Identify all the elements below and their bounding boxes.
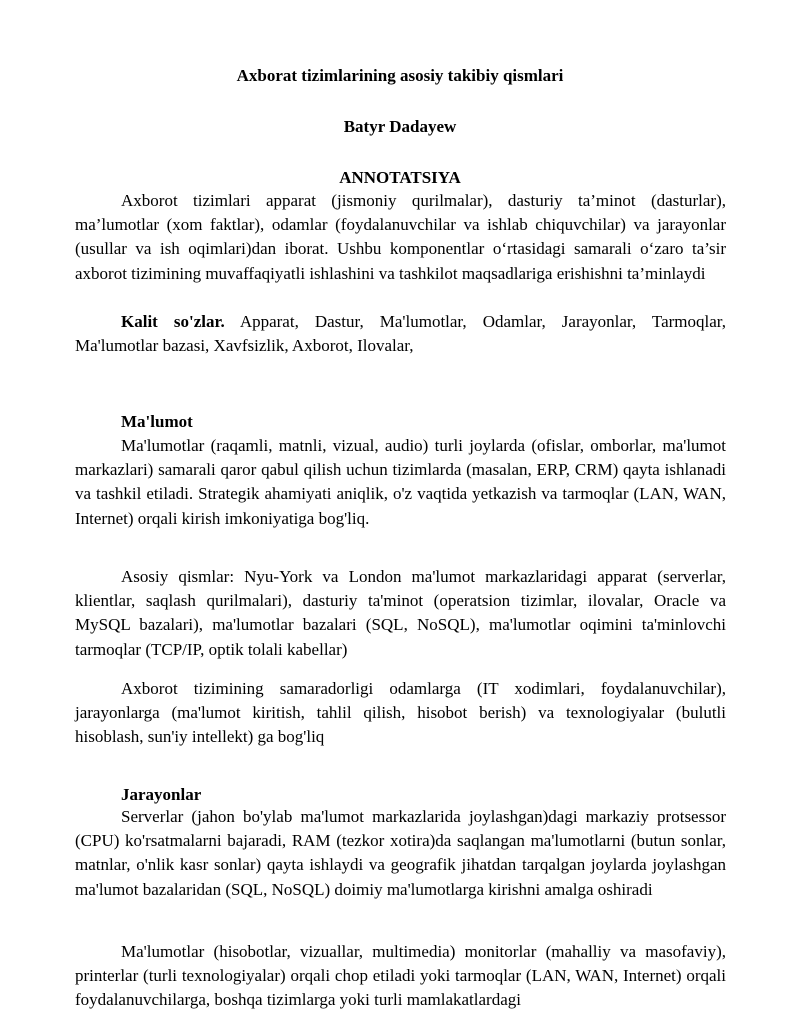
keywords-paragraph	[75, 310, 726, 358]
section1-paragraph: Asosiy qismlar: Nyu-York va London ma'lumot markazlaridagi apparat (serverlar, klientlar, saqlash qurilmalari), dasturiy ta'minot (operatsion tizimlar, ilovalar, Oracle va MySQL bazalari), ma'lumotlar bazalari (SQL, NoSQL), ma'lumotlar oqimini ta'minlovchi tarmoqlar (TCP/IP, optik tolali kabellar)	[75, 567, 726, 659]
annotation-heading: ANNOTATSIYA	[339, 168, 461, 187]
annotation-paragraph: Axborot tizimlari apparat (jismoniy qurilmalar), dasturiy ta’minot (dasturlar), ma’lumotlar (xom faktlar), odamlar (foydalanuvchilar va ishlab chiquvchilar) va jarayonlar (usullar va ish oqimlari)dan iborat. Ushbu komponentlar o‘rtasidagi samarali o‘zaro ta’sir axborot tizimining muvaffaqiyatli ishlashini va tashkilot maqsadlariga erishishni ta’minlaydi	[75, 191, 726, 283]
section1-paragraph: Ma'lumotlar (raqamli, matnli, vizual, audio) turli joylarda (ofislar, omborlar, ma'lumot markazlari) samarali qaror qabul qilish uchun tizimlarda (masalan, ERP, CRM) qayta ishlanadi va tashkil etiladi. Strategik ahamiyati aniqlik, o'z vaqtida yetkazish va tarmoqlar (LAN, WAN, Internet) orqali kirish imkoniyatiga bog'liq.	[75, 436, 726, 528]
section1-paragraph: Axborot tizimining samaradorligi odamlarga (IT xodimlari, foydalanuvchilar), jarayonlarga (ma'lumot kiritish, tahlil qilish, hisobot berish) va texnologiyalar (bulutli hisoblash, sun'iy intellekt) ga bog'liq	[75, 679, 726, 747]
author-name: Batyr Dadayew	[343, 117, 457, 136]
section-heading-malumot: Ma'lumot	[121, 412, 193, 431]
keywords-label: Kalit so'zlar.	[121, 312, 225, 331]
section2-paragraph: Ma'lumotlar (hisobotlar, vizuallar, multimedia) monitorlar (mahalliy va masofaviy), printerlar (turli texnologiyalar) orqali chop etiladi yoki tarmoqlar (LAN, WAN, Internet) orqali foydalanuvchilarga, boshqa tizimlarga yoki turli mamlakatlardagi	[75, 942, 726, 1010]
section-heading-jarayonlar: Jarayonlar	[121, 785, 202, 804]
document-title: Axborat tizimlarining asosiy takibiy qismlari	[236, 66, 564, 85]
section2-paragraph: Serverlar (jahon bo'ylab ma'lumot markazlarida joylashgan)dagi markaziy protsessor (CPU) ko'rsatmalarni bajaradi, RAM (tezkor xotira)da saqlangan ma'lumotlarni (butun sonlar, matnlar, o'nlik kasr sonlar) qayta ishlaydi va geografik jihatdan tarqalgan joylarda joylashgan ma'lumot bazalaridan (SQL, NoSQL) doimiy ma'lumotlarga kirishni amalga oshiradi	[75, 807, 726, 899]
keywords-text: Apparat, Dastur, Ma'lumotlar, Odamlar, Jarayonlar, Tarmoqlar, Ma'lumotlar bazasi, Xavfsizlik, Axborot, Ilovalar,	[75, 312, 726, 356]
